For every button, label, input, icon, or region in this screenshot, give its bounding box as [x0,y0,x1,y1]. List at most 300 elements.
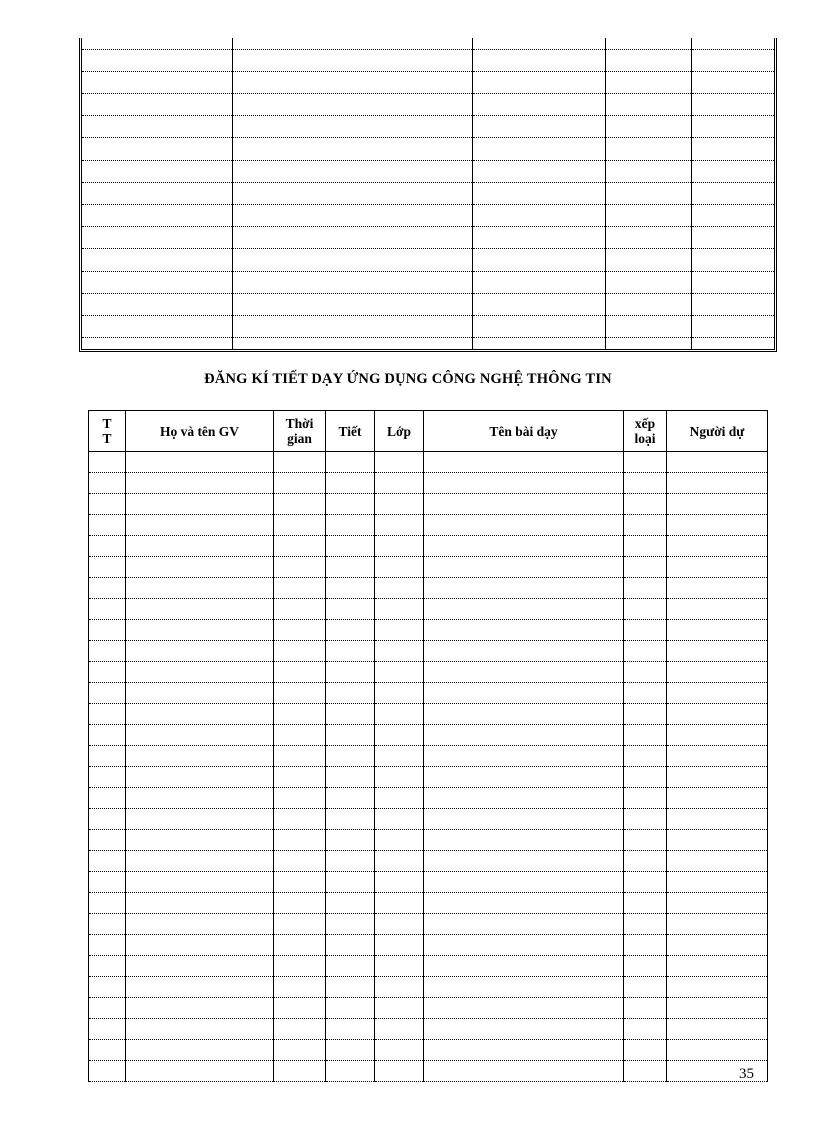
table-cell-time[interactable] [274,599,326,620]
table-cell-period[interactable] [326,956,375,977]
table-cell-class[interactable] [375,1061,424,1082]
table-cell-rating[interactable] [624,620,667,641]
table-cell-period[interactable] [326,725,375,746]
table-cell-lesson[interactable] [424,578,624,599]
table-row [89,1061,768,1082]
table-cell-lesson[interactable] [424,662,624,683]
column-header-class [375,411,424,452]
table-cell-period[interactable] [326,557,375,578]
table-cell-rating[interactable] [624,746,667,767]
table-cell-lesson[interactable] [424,935,624,956]
table-cell-lesson[interactable] [424,725,624,746]
table-cell-class[interactable] [375,452,424,473]
table-cell [232,182,472,204]
table-cell-rating[interactable] [624,914,667,935]
table-cell-class[interactable] [375,872,424,893]
table-cell [232,271,472,293]
table-cell-time[interactable] [274,473,326,494]
table-cell-observer[interactable] [667,956,768,977]
table-cell-class[interactable] [375,956,424,977]
table-cell-observer[interactable] [667,1019,768,1040]
table-cell-stt[interactable] [89,830,126,851]
table-cell-lesson[interactable] [424,788,624,809]
table-cell-observer[interactable] [667,662,768,683]
table-cell-stt[interactable] [89,494,126,515]
table-cell [605,160,691,182]
table-cell-lesson[interactable] [424,998,624,1019]
table-row [89,599,768,620]
table-cell-teacher[interactable] [126,809,274,830]
table-cell-class[interactable] [375,914,424,935]
table-cell-period[interactable] [326,620,375,641]
table-row [89,788,768,809]
table-cell-period[interactable] [326,998,375,1019]
table-cell-time[interactable] [274,977,326,998]
table-cell-time[interactable] [274,725,326,746]
table-cell-lesson[interactable] [424,620,624,641]
table-cell-period[interactable] [326,914,375,935]
table-row [82,116,774,138]
table-cell-class[interactable] [375,494,424,515]
table-cell-rating[interactable] [624,515,667,536]
table-cell-class[interactable] [375,662,424,683]
table-cell [691,249,774,271]
table-row [82,271,774,293]
table-cell-observer[interactable] [667,725,768,746]
table-cell-observer[interactable] [667,998,768,1019]
table-cell-period[interactable] [326,788,375,809]
table-cell [82,316,232,338]
table-cell-time[interactable] [274,1019,326,1040]
table-cell-stt[interactable] [89,767,126,788]
table-cell [691,293,774,315]
table-cell-lesson[interactable] [424,872,624,893]
table-cell-period[interactable] [326,935,375,956]
table-cell-period[interactable] [326,536,375,557]
table-cell-lesson[interactable] [424,914,624,935]
table-cell-stt[interactable] [89,956,126,977]
table-cell-class[interactable] [375,767,424,788]
table-cell-lesson[interactable] [424,746,624,767]
table-cell-rating[interactable] [624,956,667,977]
table-cell-stt[interactable] [89,578,126,599]
table-cell-rating[interactable] [624,725,667,746]
table-cell [605,271,691,293]
table-cell-stt[interactable] [89,788,126,809]
table-cell-time[interactable] [274,536,326,557]
table-cell-period[interactable] [326,683,375,704]
table-cell-period[interactable] [326,830,375,851]
table-cell-period[interactable] [326,977,375,998]
table-cell [82,94,232,116]
table-cell-teacher[interactable] [126,536,274,557]
table-cell-observer[interactable] [667,578,768,599]
table-cell-stt[interactable] [89,557,126,578]
table-cell-rating[interactable] [624,599,667,620]
table-cell-time[interactable] [274,620,326,641]
table-cell-period[interactable] [326,494,375,515]
table-cell-lesson[interactable] [424,893,624,914]
table-cell-time[interactable] [274,809,326,830]
table-cell-period[interactable] [326,893,375,914]
table-row [89,809,768,830]
table-cell-class[interactable] [375,515,424,536]
table-row [89,704,768,725]
table-cell-period[interactable] [326,851,375,872]
table-cell-teacher[interactable] [126,851,274,872]
table-cell-rating[interactable] [624,1040,667,1061]
table-cell-teacher[interactable] [126,893,274,914]
table-cell-observer[interactable] [667,893,768,914]
table-cell-class[interactable] [375,683,424,704]
table-row [89,515,768,536]
table-cell-rating[interactable] [624,578,667,599]
table-cell-lesson[interactable] [424,1019,624,1040]
table-cell-class[interactable] [375,557,424,578]
table-cell-teacher[interactable] [126,494,274,515]
column-header-observer-line: Người dự [689,423,745,439]
table-cell-teacher[interactable] [126,725,274,746]
table-cell-stt[interactable] [89,473,126,494]
table-cell-stt[interactable] [89,872,126,893]
table-cell [82,182,232,204]
table-row [89,536,768,557]
table-cell-teacher[interactable] [126,704,274,725]
table-cell-observer[interactable] [667,683,768,704]
table-cell-observer[interactable] [667,767,768,788]
table-cell-teacher[interactable] [126,998,274,1019]
table-cell-lesson[interactable] [424,473,624,494]
table-row [89,935,768,956]
table-cell-lesson[interactable] [424,809,624,830]
table-cell-class[interactable] [375,851,424,872]
table-cell-observer[interactable] [667,452,768,473]
table-cell-observer[interactable] [667,620,768,641]
table-cell-time[interactable] [274,683,326,704]
table-cell-teacher[interactable] [126,956,274,977]
table-cell-teacher[interactable] [126,977,274,998]
table-cell [232,138,472,160]
table-cell-teacher[interactable] [126,1061,274,1082]
table-cell-period[interactable] [326,704,375,725]
table-cell-lesson[interactable] [424,1040,624,1061]
table-cell-lesson[interactable] [424,515,624,536]
table-cell-stt[interactable] [89,1061,126,1082]
table-cell-stt[interactable] [89,1040,126,1061]
table-cell-class[interactable] [375,830,424,851]
table-cell-stt[interactable] [89,998,126,1019]
table-row [89,494,768,515]
column-header-time-line: gian [287,431,312,446]
table-cell [232,38,472,49]
table-cell-rating[interactable] [624,788,667,809]
table-cell-time[interactable] [274,662,326,683]
table-cell-observer[interactable] [667,809,768,830]
table-cell-observer[interactable] [667,1040,768,1061]
table-cell-class[interactable] [375,599,424,620]
table-cell-rating[interactable] [624,473,667,494]
table-cell-period[interactable] [326,578,375,599]
table-cell-class[interactable] [375,998,424,1019]
table-cell-observer[interactable] [667,557,768,578]
table-row [89,956,768,977]
table-cell-period[interactable] [326,641,375,662]
table-cell-lesson[interactable] [424,452,624,473]
table-cell-time[interactable] [274,704,326,725]
table-cell-time[interactable] [274,578,326,599]
table-cell-observer[interactable] [667,914,768,935]
table-cell-stt[interactable] [89,935,126,956]
table-cell-teacher[interactable] [126,1040,274,1061]
table-row [82,94,774,116]
table-cell-class[interactable] [375,893,424,914]
table-cell-class[interactable] [375,788,424,809]
table-cell [472,49,605,71]
table-cell-time[interactable] [274,956,326,977]
table-cell-observer[interactable] [667,977,768,998]
table-cell-lesson[interactable] [424,1061,624,1082]
table-cell-rating[interactable] [624,704,667,725]
table-cell [605,338,691,349]
column-header-stt [89,411,126,452]
table-cell-time[interactable] [274,830,326,851]
table-cell-stt[interactable] [89,977,126,998]
table-cell-observer[interactable] [667,515,768,536]
table-cell-stt[interactable] [89,515,126,536]
table-cell [472,338,605,349]
table-cell-time[interactable] [274,914,326,935]
table-cell-time[interactable] [274,998,326,1019]
table-cell-class[interactable] [375,473,424,494]
table-cell-teacher[interactable] [126,746,274,767]
table-cell-period[interactable] [326,452,375,473]
table-cell-stt[interactable] [89,704,126,725]
table-cell-rating[interactable] [624,1019,667,1040]
table-cell-lesson[interactable] [424,851,624,872]
table-cell-time[interactable] [274,1040,326,1061]
table-cell-teacher[interactable] [126,641,274,662]
table-cell-time[interactable] [274,1061,326,1082]
table-row [89,557,768,578]
table-cell-time[interactable] [274,872,326,893]
table-cell-teacher[interactable] [126,557,274,578]
table-cell-observer[interactable] [667,599,768,620]
table-cell-observer[interactable] [667,704,768,725]
table-row [82,316,774,338]
table-cell [691,94,774,116]
table-cell-observer[interactable] [667,746,768,767]
table-cell-stt[interactable] [89,809,126,830]
table-cell-stt[interactable] [89,893,126,914]
table-cell [691,138,774,160]
table-cell [691,316,774,338]
table-cell-rating[interactable] [624,830,667,851]
table-cell-class[interactable] [375,1019,424,1040]
table-cell-class[interactable] [375,935,424,956]
table-cell-stt[interactable] [89,851,126,872]
table-cell-rating[interactable] [624,809,667,830]
table-cell-observer[interactable] [667,788,768,809]
table-cell-teacher[interactable] [126,578,274,599]
table-cell-lesson[interactable] [424,977,624,998]
table-cell-stt[interactable] [89,683,126,704]
table-cell-rating[interactable] [624,998,667,1019]
table-cell-teacher[interactable] [126,452,274,473]
table-cell-rating[interactable] [624,557,667,578]
table-cell-class[interactable] [375,977,424,998]
table-cell-observer[interactable] [667,641,768,662]
table-cell-period[interactable] [326,746,375,767]
table-cell-stt[interactable] [89,1019,126,1040]
table-cell-class[interactable] [375,704,424,725]
table-cell-lesson[interactable] [424,536,624,557]
table-cell-stt[interactable] [89,662,126,683]
table-cell-teacher[interactable] [126,683,274,704]
table-cell [472,293,605,315]
table-cell-time[interactable] [274,515,326,536]
table-cell-rating[interactable] [624,893,667,914]
table-cell [472,182,605,204]
table-cell-stt[interactable] [89,452,126,473]
table-row [89,1019,768,1040]
table-row [82,182,774,204]
table-cell-time[interactable] [274,494,326,515]
table-cell-stt[interactable] [89,725,126,746]
table-cell-rating[interactable] [624,935,667,956]
table-cell-time[interactable] [274,788,326,809]
top-continued-table [79,38,777,352]
table-cell-observer[interactable] [667,536,768,557]
table-row [89,641,768,662]
table-cell-teacher[interactable] [126,767,274,788]
table-row [89,851,768,872]
table-cell-rating[interactable] [624,494,667,515]
table-cell-lesson[interactable] [424,641,624,662]
table-cell-observer[interactable] [667,830,768,851]
table-cell [691,182,774,204]
table-cell-class[interactable] [375,725,424,746]
table-cell-time[interactable] [274,452,326,473]
table-row [89,725,768,746]
table-cell-observer[interactable] [667,851,768,872]
table-cell-class[interactable] [375,536,424,557]
table-cell-lesson[interactable] [424,767,624,788]
table-cell-lesson[interactable] [424,557,624,578]
table-cell [472,38,605,49]
table-cell-observer[interactable] [667,473,768,494]
table-cell-time[interactable] [274,935,326,956]
table-cell [605,38,691,49]
table-cell-period[interactable] [326,515,375,536]
table-cell-period[interactable] [326,473,375,494]
table-cell-class[interactable] [375,641,424,662]
table-cell-observer[interactable] [667,935,768,956]
table-cell-period[interactable] [326,599,375,620]
table-cell-time[interactable] [274,641,326,662]
table-cell-teacher[interactable] [126,872,274,893]
table-cell-time[interactable] [274,893,326,914]
table-cell [232,205,472,227]
table-cell-period[interactable] [326,809,375,830]
table-cell [691,160,774,182]
table-cell-stt[interactable] [89,620,126,641]
table-cell [691,205,774,227]
table-cell-teacher[interactable] [126,473,274,494]
table-cell-class[interactable] [375,809,424,830]
table-cell-teacher[interactable] [126,788,274,809]
table-cell-class[interactable] [375,746,424,767]
table-cell-time[interactable] [274,767,326,788]
table-cell-stt[interactable] [89,914,126,935]
table-cell-period[interactable] [326,1040,375,1061]
table-cell-teacher[interactable] [126,830,274,851]
table-cell-stt[interactable] [89,641,126,662]
table-cell-period[interactable] [326,662,375,683]
table-cell-rating[interactable] [624,536,667,557]
table-cell-observer[interactable] [667,872,768,893]
table-cell-rating[interactable] [624,452,667,473]
table-cell-rating[interactable] [624,641,667,662]
table-row [89,578,768,599]
table-cell-rating[interactable] [624,1061,667,1082]
table-cell [472,94,605,116]
table-cell-period[interactable] [326,1061,375,1082]
table-cell-observer[interactable] [667,494,768,515]
table-cell-time[interactable] [274,746,326,767]
table-cell-period[interactable] [326,872,375,893]
table-cell [605,249,691,271]
table-cell [472,271,605,293]
table-cell-stt[interactable] [89,536,126,557]
table-cell-time[interactable] [274,851,326,872]
table-row [89,746,768,767]
table-cell-rating[interactable] [624,851,667,872]
table-cell-time[interactable] [274,557,326,578]
table-cell-lesson[interactable] [424,494,624,515]
table-cell-teacher[interactable] [126,914,274,935]
table-cell-rating[interactable] [624,683,667,704]
table-cell-lesson[interactable] [424,956,624,977]
table-cell-rating[interactable] [624,977,667,998]
table-cell-stt[interactable] [89,599,126,620]
table-cell-lesson[interactable] [424,683,624,704]
table-cell-rating[interactable] [624,662,667,683]
table-cell-teacher[interactable] [126,599,274,620]
table-cell-teacher[interactable] [126,935,274,956]
table-cell-lesson[interactable] [424,704,624,725]
table-cell-teacher[interactable] [126,515,274,536]
table-cell [472,227,605,249]
table-cell-teacher[interactable] [126,1019,274,1040]
table-cell-period[interactable] [326,1019,375,1040]
table-cell-class[interactable] [375,1040,424,1061]
column-header-lesson [424,411,624,452]
table-cell [605,293,691,315]
table-cell-rating[interactable] [624,767,667,788]
table-row [89,620,768,641]
table-cell-period[interactable] [326,767,375,788]
table-cell-class[interactable] [375,578,424,599]
table-cell-teacher[interactable] [126,662,274,683]
table-cell-lesson[interactable] [424,830,624,851]
table-cell-rating[interactable] [624,872,667,893]
table-cell [605,71,691,93]
table-cell-stt[interactable] [89,746,126,767]
table-cell-teacher[interactable] [126,620,274,641]
table-row [82,71,774,93]
table-cell-lesson[interactable] [424,599,624,620]
table-cell-class[interactable] [375,620,424,641]
